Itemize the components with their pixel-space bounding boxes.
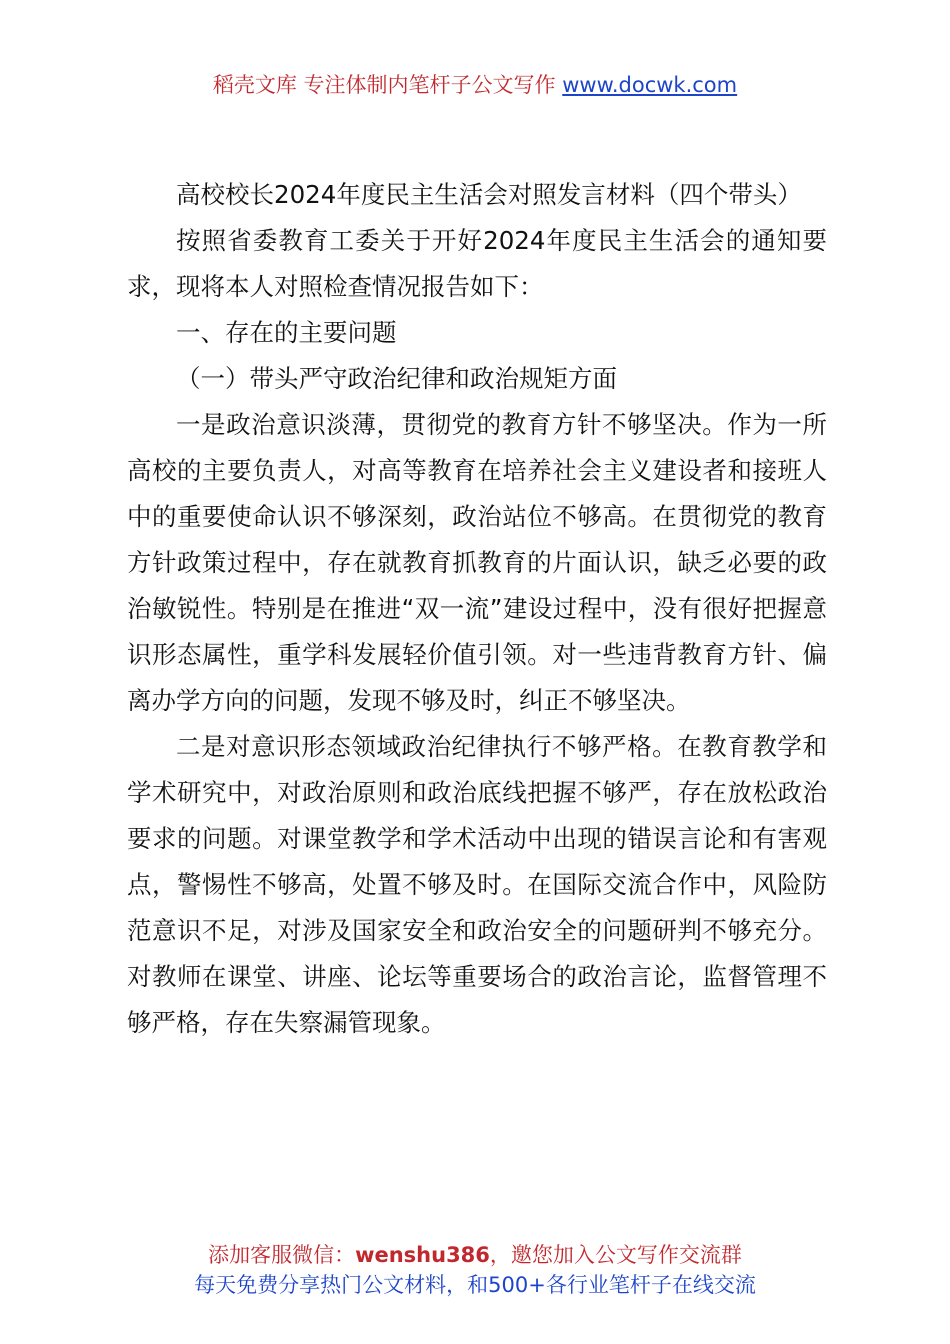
footer-wechat-id: wenshu386 bbox=[355, 1243, 490, 1267]
document-title: 高校校长2024年度民主生活会对照发言材料（四个带头） bbox=[176, 180, 802, 209]
footer-promo-line: 每天免费分享热门公文材料，和500+各行业笔杆子在线交流 bbox=[194, 1273, 756, 1297]
body-paragraph: 二是对意识形态领域政治纪律执行不够严格。在教育教学和学术研究中，对政治原则和政治底线把握不够严，存在放松政治要求的问题。对课堂教学和学术活动中出现的错误言论和有害观点，警惕性不够高，处置不够及时。在国际交流合作中，风险防范意识不足，对涉及国家安全和政治安全的问题研判不够充分。对教师在课堂、讲座、论坛等重要场合的政治言论，监督管理不够严格，存在失察漏管现象。 bbox=[127, 732, 827, 1037]
footer-contact-suffix: ，邀您加入公文写作交流群 bbox=[489, 1243, 742, 1267]
subsection-heading: （一）带头严守政治纪律和政治规矩方面 bbox=[176, 364, 617, 393]
page-header bbox=[0, 70, 950, 100]
intro-paragraph: 按照省委教育工委关于开好2024年度民主生活会的通知要求，现将本人对照检查情况报告如下： bbox=[127, 226, 827, 301]
document-body bbox=[127, 172, 827, 1046]
body-paragraph: 一是政治意识淡薄，贯彻党的教育方针不够坚决。作为一所高校的主要负责人，对高等教育在培养社会主义建设者和接班人中的重要使命认识不够深刻，政治站位不够高。在贯彻党的教育方针政策过程中，存在就教育抓教育的片面认识，缺乏必要的政治敏锐性。特别是在推进“双一流”建设过程中，没有很好把握意识形态属性，重学科发展轻价值引领。对一些违背教育方针、偏离办学方向的问题，发现不够及时，纠正不够坚决。 bbox=[127, 410, 827, 715]
header-brand-text: 稻壳文库 专注体制内笔杆子公文写作 bbox=[212, 73, 556, 97]
section-heading: 一、存在的主要问题 bbox=[176, 318, 397, 347]
header-url-link[interactable]: www.docwk.com bbox=[562, 73, 738, 97]
footer-contact-prefix: 添加客服微信： bbox=[208, 1243, 356, 1267]
page-footer bbox=[0, 1240, 950, 1300]
footer-contact-line bbox=[0, 1240, 950, 1270]
